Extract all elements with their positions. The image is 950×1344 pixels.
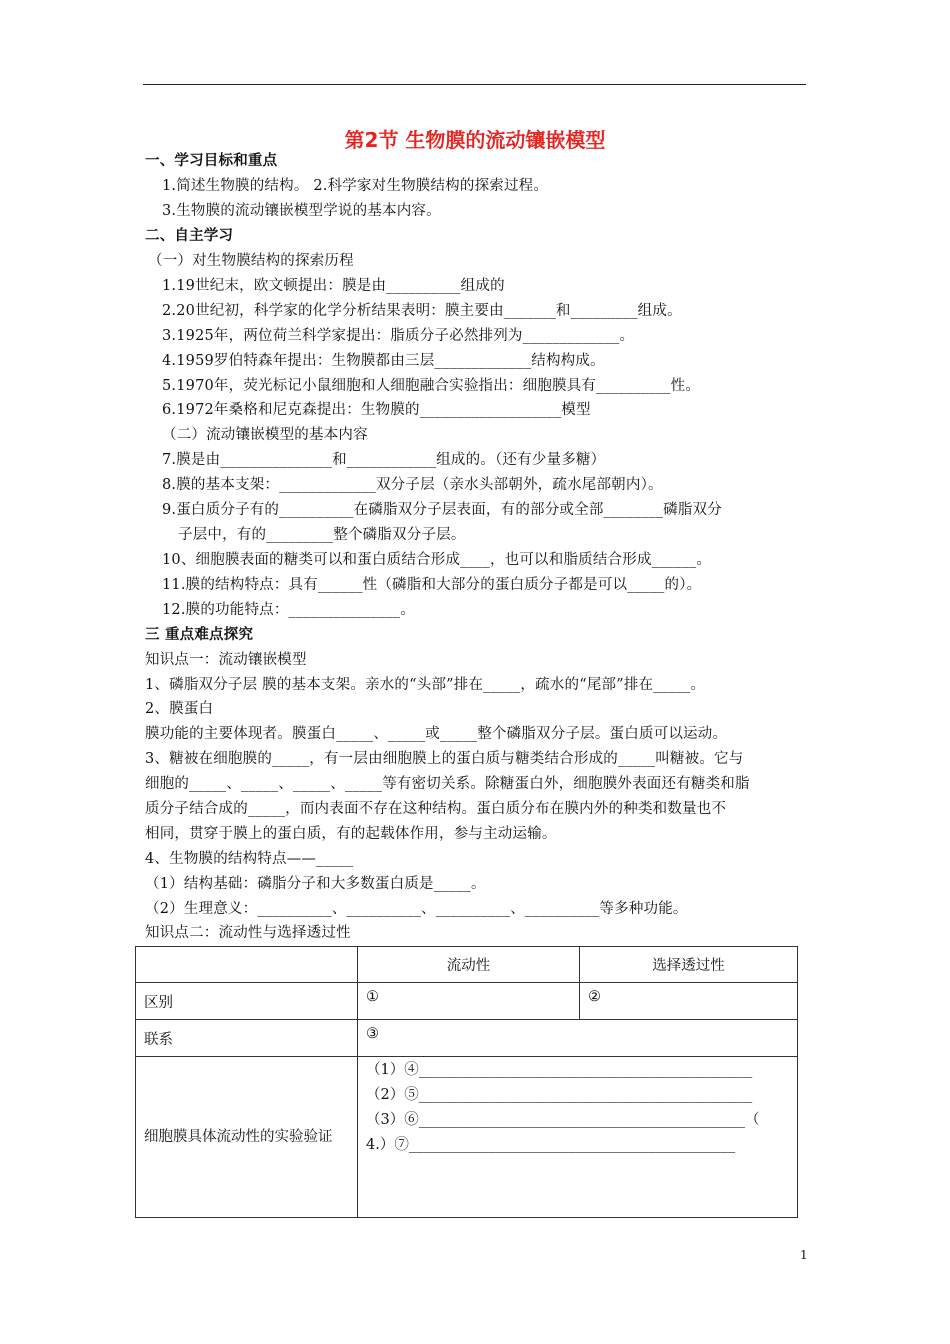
- table-header-row: [136, 947, 798, 983]
- question: 7.膜是由_______________和____________组成的。（还有少量多糖）: [162, 452, 606, 468]
- page-number: 1: [800, 1248, 808, 1262]
- table-row: [136, 1057, 798, 1218]
- table-header-cell: 流动性: [358, 947, 580, 983]
- paragraph: 4、生物膜的结构特点——_____: [145, 851, 354, 867]
- question: 11.膜的结构特点：具有______性（磷脂和大部分的蛋白质分子都是可以_____的）。: [162, 577, 702, 593]
- row-label: 细胞膜具体流动性的实验验证: [136, 1057, 358, 1218]
- paragraph: 1、磷脂双分子层 膜的基本支架。亲水的“头部”排在_____，疏水的“尾部”排在_____。: [145, 677, 706, 693]
- question: 12.膜的功能特点：_______________。: [162, 602, 416, 618]
- knowledge-point-heading: 知识点二：流动性与选择透过性: [145, 925, 351, 941]
- table-row: [136, 1020, 798, 1057]
- experiment-item: （2）⑤______________________________________________: [366, 1087, 753, 1103]
- header-rule: [143, 84, 806, 85]
- paragraph: 细胞的_____、_____、_____、_____等有密切关系。除糖蛋白外，细胞膜外表面还有糖类和脂: [145, 776, 750, 792]
- paragraph: 3、糖被在细胞膜的_____，有一层由细胞膜上的蛋白质与糖类结合形成的_____叫糖被。它与: [145, 751, 744, 767]
- experiment-item: 4.）⑦_____________________________________________: [366, 1137, 736, 1153]
- comparison-table: [135, 946, 798, 1218]
- knowledge-point-heading: 知识点一：流动镶嵌模型: [145, 652, 307, 668]
- table-header-cell: [136, 947, 358, 983]
- subsection-heading: （二）流动镶嵌模型的基本内容: [162, 427, 368, 443]
- section-heading: 一、学习目标和重点: [145, 153, 278, 169]
- table-cell: ②: [580, 983, 798, 1020]
- paragraph: 相同，贯穿于膜上的蛋白质，有的起载体作用，参与主动运输。: [145, 826, 557, 842]
- table-cell: ③: [358, 1020, 798, 1057]
- question: 8.膜的基本支架：_____________双分子层（亲水头部朝外，疏水尾部朝内）。: [162, 477, 663, 493]
- question: 5.1970年，荧光标记小鼠细胞和人细胞融合实验指出：细胞膜具有__________性。: [162, 378, 701, 394]
- experiment-item: （3）⑥_____________________________________________（: [366, 1112, 760, 1128]
- paragraph: （2）生理意义：__________、__________、__________、__________等多种功能。: [145, 901, 688, 917]
- table-cell: ①: [358, 983, 580, 1020]
- paragraph: 质分子结合成的_____，而内表面不存在这种结构。蛋白质分布在膜内外的种类和数量也不: [145, 801, 727, 817]
- table-row: [136, 983, 798, 1020]
- question: 子层中，有的_________整个磷脂双分子层。: [178, 527, 466, 543]
- goal-line: 1.简述生物膜的结构。 2.科学家对生物膜结构的探索过程。: [162, 178, 549, 194]
- question: 10、细胞膜表面的糖类可以和蛋白质结合形成____，也可以和脂质结合形成______。: [162, 552, 712, 568]
- question: 3.1925年，两位荷兰科学家提出：脂质分子必然排列为_____________。: [162, 328, 635, 344]
- table-header-cell: 选择透过性: [580, 947, 798, 983]
- experiment-item: （1）④______________________________________________: [366, 1062, 753, 1078]
- paragraph: （1）结构基础：磷脂分子和大多数蛋白质是_____。: [145, 876, 486, 892]
- question: 4.1959罗伯特森年提出：生物膜都由三层_____________结构构成。: [162, 353, 605, 369]
- paragraph: 2、膜蛋白: [145, 701, 214, 717]
- question: 9.蛋白质分子有的__________在磷脂双分子层表面，有的部分或全部________磷脂双分: [162, 502, 722, 518]
- page-title: 第2节 生物膜的流动镶嵌模型: [344, 128, 606, 152]
- question: 1.19世纪末，欧文顿提出：膜是由__________组成的: [162, 278, 505, 294]
- question: 6.1972年桑格和尼克森提出：生物膜的___________________模型: [162, 402, 591, 418]
- section-heading: 二、自主学习: [145, 228, 234, 244]
- goal-line: 3.生物膜的流动镶嵌模型学说的基本内容。: [162, 203, 441, 219]
- section-heading: 三 重点难点探究: [145, 627, 254, 643]
- row-label: 联系: [136, 1020, 358, 1057]
- question: 2.20世纪初，科学家的化学分析结果表明：膜主要由_______和_________组成。: [162, 303, 682, 319]
- row-label: 区别: [136, 983, 358, 1020]
- paragraph: 膜功能的主要体现者。膜蛋白_____、_____或_____整个磷脂双分子层。蛋白质可以运动。: [145, 726, 728, 742]
- subsection-heading: （一）对生物膜结构的探索历程: [148, 253, 354, 269]
- experiment-list: [358, 1057, 798, 1218]
